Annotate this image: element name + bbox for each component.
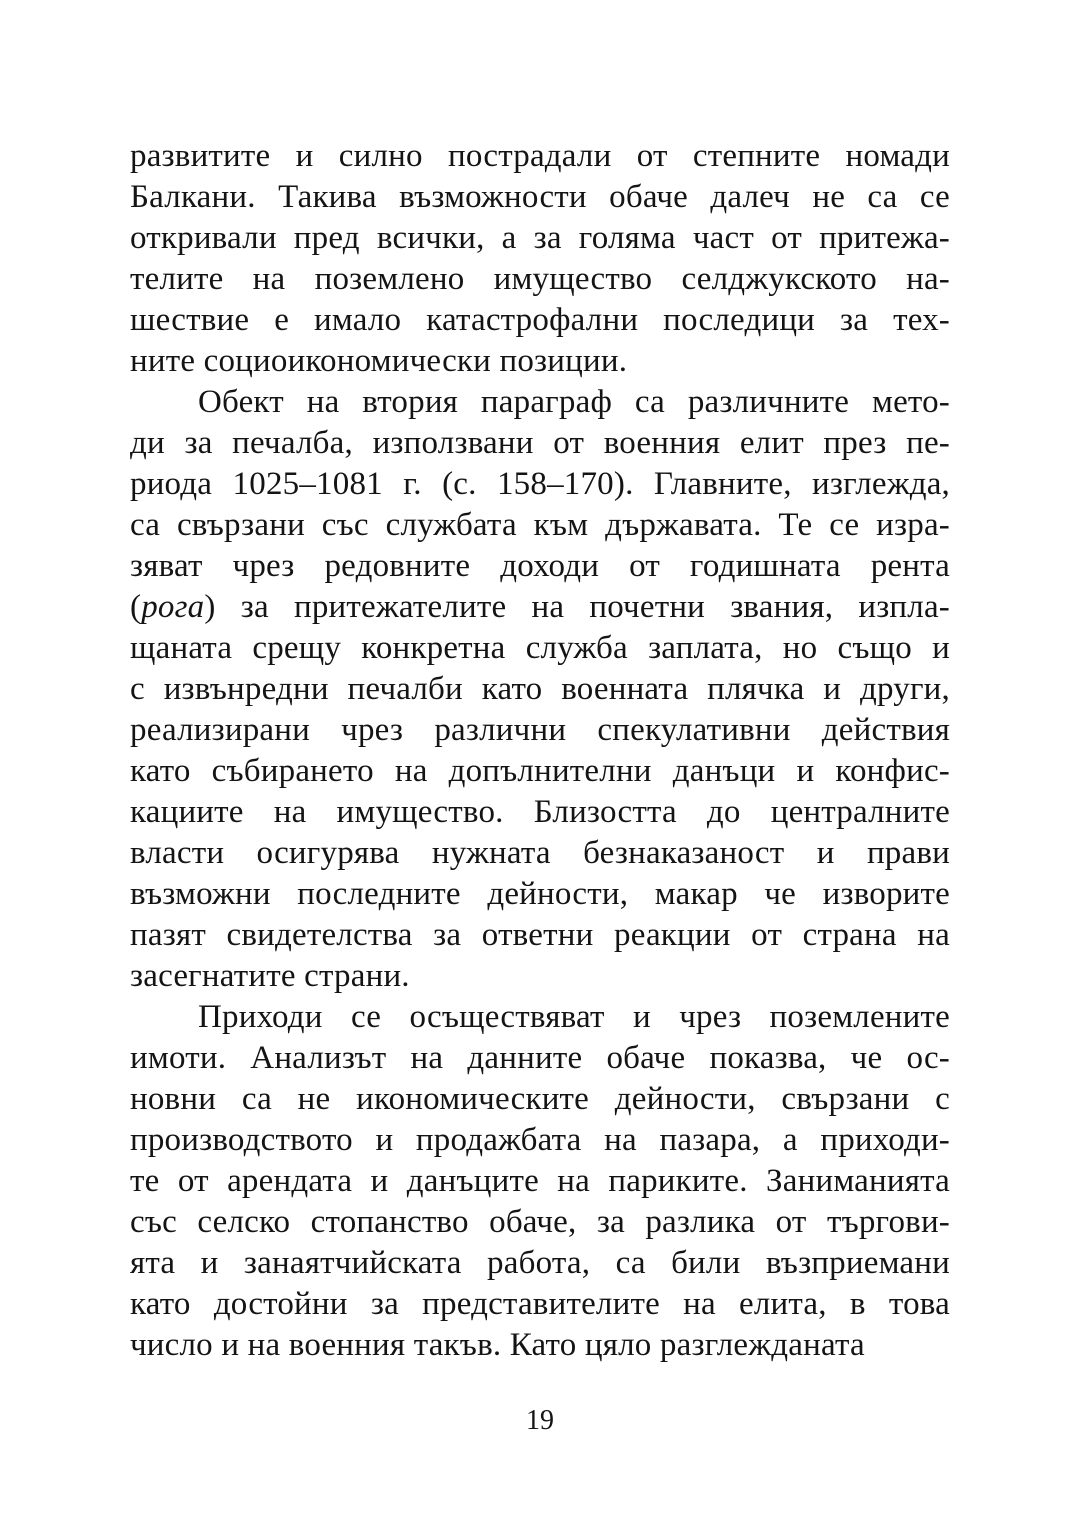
text-line (130, 833, 950, 874)
text-line (130, 1243, 950, 1284)
text-line (130, 956, 950, 997)
text-segment: възможни последните дейности, макар че изворите (130, 876, 950, 912)
text-line (130, 628, 950, 669)
text-segment: ди за печалба, използвани от военния елит през пе- (130, 425, 950, 461)
text-line (130, 259, 950, 300)
text-line (130, 1079, 950, 1120)
text-segment: ( (130, 589, 142, 625)
paragraph (130, 382, 950, 997)
text-segment: ) за притежателите на почетни звания, изпла- (204, 589, 950, 625)
paragraph (130, 136, 950, 382)
text-line (130, 464, 950, 505)
paragraph (130, 997, 950, 1366)
text-segment: зяват чрез редовните доходи от годишната рента (130, 548, 950, 584)
text-segment: новни са не икономическите дейности, свързани с (130, 1081, 950, 1117)
text-segment: число и на военния такъв. Като цяло разглежданата (130, 1327, 865, 1363)
text-segment: реализирани чрез различни спекулативни действия (130, 712, 950, 748)
text-line (130, 341, 950, 382)
text-line (130, 382, 950, 423)
text-segment: Обект на втория параграф са различните мето- (198, 384, 950, 420)
text-segment: имоти. Анализът на данните обаче показва, че ос- (130, 1040, 950, 1076)
text-segment: откривали пред всички, а за голяма част от притежа- (130, 220, 950, 256)
text-line (130, 218, 950, 259)
text-line (130, 669, 950, 710)
text-segment: Приходи се осъществяват и чрез поземлените (198, 999, 950, 1035)
text-segment: пазят свидетелства за ответни реакции от страна на (130, 917, 950, 953)
text-segment: щаната срещу конкретна служба заплата, но също и (130, 630, 950, 666)
text-line (130, 546, 950, 587)
text-segment: производството и продажбата на пазара, а приходи- (130, 1122, 950, 1158)
text-segment: засегнатите страни. (130, 958, 410, 994)
text-segment: ята и занаятчийската работа, са били възприемани (130, 1245, 950, 1281)
italic-term: рога (141, 589, 205, 625)
text-segment: със селско стопанство обаче, за разлика от търгови- (130, 1204, 950, 1240)
text-segment: като достойни за представителите на елита, в това (130, 1286, 950, 1322)
text-block (130, 136, 950, 1366)
text-line (130, 177, 950, 218)
text-segment: като събирането на допълнителни данъци и конфис- (130, 753, 950, 789)
text-segment: са свързани със службата към държавата. Те се изра- (130, 507, 950, 543)
text-segment: Балкани. Такива възможности обаче далеч не са се (130, 179, 950, 215)
text-line (130, 1161, 950, 1202)
text-line (130, 587, 950, 628)
text-line (130, 1325, 950, 1366)
text-segment: риода 1025–1081 г. (с. 158–170). Главните, изглежда, (130, 466, 950, 502)
text-segment: ните социоикономически позиции. (130, 343, 628, 379)
text-segment: развитите и силно пострадали от степните номади (130, 138, 950, 174)
text-line (130, 505, 950, 546)
text-line (130, 874, 950, 915)
text-line (130, 1202, 950, 1243)
text-line (130, 751, 950, 792)
text-segment: кациите на имущество. Близостта до централните (130, 794, 950, 830)
text-line (130, 915, 950, 956)
text-line (130, 997, 950, 1038)
page-number: 19 (526, 1405, 554, 1436)
text-segment: шествие е имало катастрофални последици за тех- (130, 302, 950, 338)
text-line (130, 136, 950, 177)
text-line (130, 710, 950, 751)
text-segment: власти осигурява нужната безнаказаност и прави (130, 835, 950, 871)
text-segment: телите на поземлено имущество селджукското на- (130, 261, 950, 297)
text-segment: с извънредни печалби като военната плячка и други, (130, 671, 950, 707)
text-line (130, 423, 950, 464)
text-line (130, 300, 950, 341)
text-line (130, 1284, 950, 1325)
text-line (130, 1038, 950, 1079)
text-line (130, 1120, 950, 1161)
text-line (130, 792, 950, 833)
text-segment: те от арендата и данъците на париките. Заниманията (130, 1163, 950, 1199)
